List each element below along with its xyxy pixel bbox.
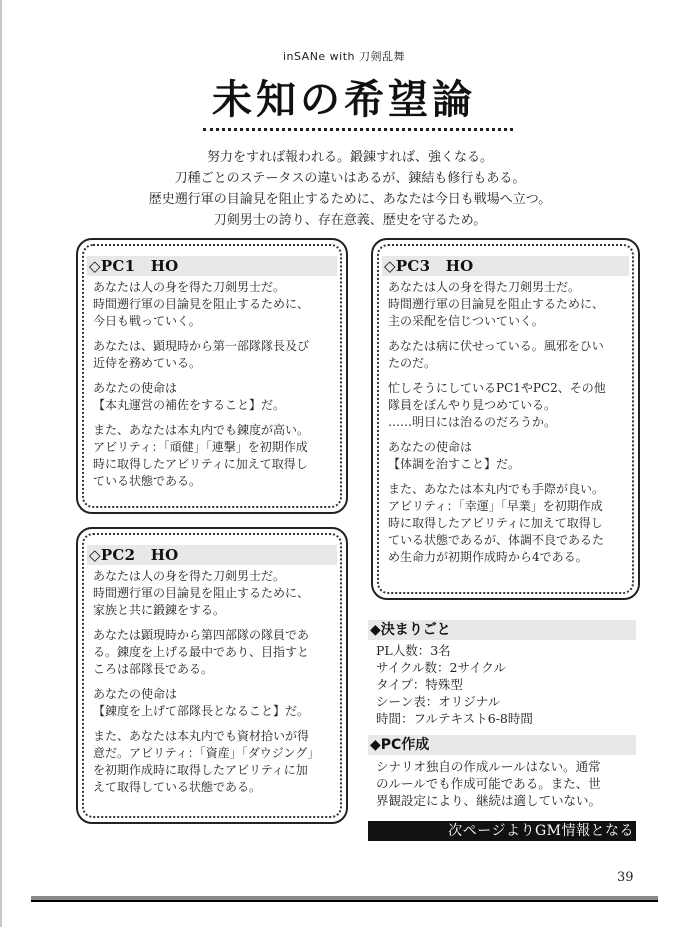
next-page-banner: 次ページよりGM情報となる: [368, 821, 636, 841]
page-number: 39: [617, 870, 634, 885]
handout-paragraph: [87, 728, 337, 796]
pc2-handout-box: [76, 527, 348, 824]
scenario-subtitle: inSANe with 刀剣乱舞: [282, 50, 406, 63]
text-line: あなたは人の身を得た刀剣男士だ。: [388, 280, 581, 294]
pc3-handout-heading: ◇PC3 HO: [382, 256, 629, 276]
text-line: 時間遡行軍の目論見を阻止するために、: [93, 297, 310, 311]
handout-paragraph: [87, 338, 337, 372]
pc-creation-text: [376, 758, 601, 809]
text-line: 【体調を治すこと】だ。: [388, 457, 521, 471]
intro-line: 歴史遡行軍の目論見を阻止するために、あなたは今日も戦場へ立つ。: [148, 192, 552, 207]
text-line: アビリティ：「頑健」「連撃」を初期作成: [93, 440, 308, 454]
handout-paragraph: [87, 279, 337, 330]
handout-paragraph: [382, 380, 629, 431]
text-line: あなたは病に伏せっている。風邪をひい: [388, 339, 604, 353]
text-line: ている状態である。: [93, 474, 202, 488]
handout-paragraph: [382, 338, 629, 372]
text-line: あなたは顕現時から第四部隊の隊員であ: [93, 628, 310, 642]
text-line: また、あなたは本丸内でも錬度が高い。: [93, 423, 310, 437]
text-line: たのだ。: [388, 356, 437, 370]
handout-paragraph: [87, 568, 337, 619]
rules-list: [376, 642, 533, 727]
pc3-handout-box: [371, 238, 640, 600]
handout-paragraph: [87, 627, 337, 678]
page-title: 未知の希望論: [212, 77, 476, 123]
rules-heading: ◆決まりごと: [368, 620, 636, 640]
text-line: 隊員をぼんやり見つめている。: [388, 398, 557, 412]
text-line: また、あなたは本丸内でも資材拾いが得: [93, 729, 310, 743]
text-line: る。錬度を上げる最中であり、目指すと: [93, 645, 310, 659]
text-line: 時間遡行軍の目論見を阻止するために、: [388, 297, 605, 311]
text-line: 界観設定により、継続は適していない。: [376, 793, 602, 808]
intro-line: 刀種ごとのステータスの違いはあるが、錬結も修行もある。: [174, 171, 526, 186]
text-line: 忙しそうにしているPC1やPC2、その他: [388, 381, 606, 395]
pc1-handout-box: [76, 238, 348, 514]
text-line: あなたは人の身を得た刀剣男士だ。: [93, 569, 286, 583]
text-line: ……明日には治るのだろうか。: [388, 415, 557, 429]
text-line: 主の采配を信じついていく。: [388, 314, 544, 328]
handout-mission: [87, 380, 337, 414]
handout-paragraph: [382, 481, 629, 566]
text-line: あなたは人の身を得た刀剣男士だ。: [93, 280, 286, 294]
text-line: えて取得している状態である。: [93, 780, 262, 794]
text-line: を初期作成時に取得したアビリティに加: [93, 763, 308, 777]
text-line: 家族と共に鍛錬をする。: [93, 603, 226, 617]
text-line: 意だ。アビリティ：「資産」「ダウジング」: [93, 746, 320, 760]
text-line: 【本丸運営の補佐をすること】だ。: [93, 398, 286, 412]
text-line: 近侍を務めている。: [93, 356, 202, 370]
text-line: め生命力が初期作成時から4である。: [388, 550, 588, 564]
pc2-handout-heading: ◇PC2 HO: [87, 545, 337, 565]
handout-mission: [87, 686, 337, 720]
rule-cycles: サイクル数：2サイクル: [376, 660, 506, 675]
rule-pl-count: PL人数：3名: [376, 643, 451, 658]
text-line: ている状態であるが、体調不良であるた: [388, 533, 605, 547]
pc-creation-heading: ◆PC作成: [368, 735, 636, 755]
text-line: ころは部隊長である。: [93, 662, 214, 676]
text-line: シナリオ独自の作成ルールはない。通常: [376, 759, 601, 774]
text-line: あなたの使命は: [388, 440, 473, 454]
page-edge: [0, 0, 2, 927]
handout-paragraph: [382, 279, 629, 330]
text-line: アビリティ：「幸運」「早業」を初期作成: [388, 499, 603, 513]
handout-mission: [382, 439, 629, 473]
handout-paragraph: [87, 422, 337, 490]
text-line: また、あなたは本丸内でも手際が良い。: [388, 482, 605, 496]
text-line: 時間遡行軍の目論見を阻止するために、: [93, 586, 310, 600]
text-line: あなたの使命は: [93, 687, 178, 701]
rule-type: タイプ：特殊型: [376, 677, 463, 692]
pc1-handout-heading: ◇PC1 HO: [87, 256, 337, 276]
intro-line: 努力をすれば報われる。鍛錬すれば、強くなる。: [206, 150, 493, 165]
footer-rule: [31, 896, 658, 902]
rule-duration: 時間：フルテキスト6-8時間: [376, 711, 533, 726]
intro-text: [0, 147, 688, 231]
text-line: 時に取得したアビリティに加えて取得し: [388, 516, 603, 530]
text-line: あなたは、顕現時から第一部隊隊長及び: [93, 339, 310, 353]
intro-line: 刀剣男士の誇り、存在意義、歴史を守るため。: [213, 213, 487, 228]
text-line: 今日も戦っていく。: [93, 314, 201, 328]
text-line: のルールでも作成可能である。また、世: [376, 776, 601, 791]
text-line: 時に取得したアビリティに加えて取得し: [93, 457, 308, 471]
rule-scene-table: シーン表：オリジナル: [376, 694, 501, 709]
title-underline: [203, 128, 513, 131]
text-line: あなたの使命は: [93, 381, 178, 395]
text-line: 【錬度を上げて部隊長となること】だ。: [93, 704, 310, 718]
